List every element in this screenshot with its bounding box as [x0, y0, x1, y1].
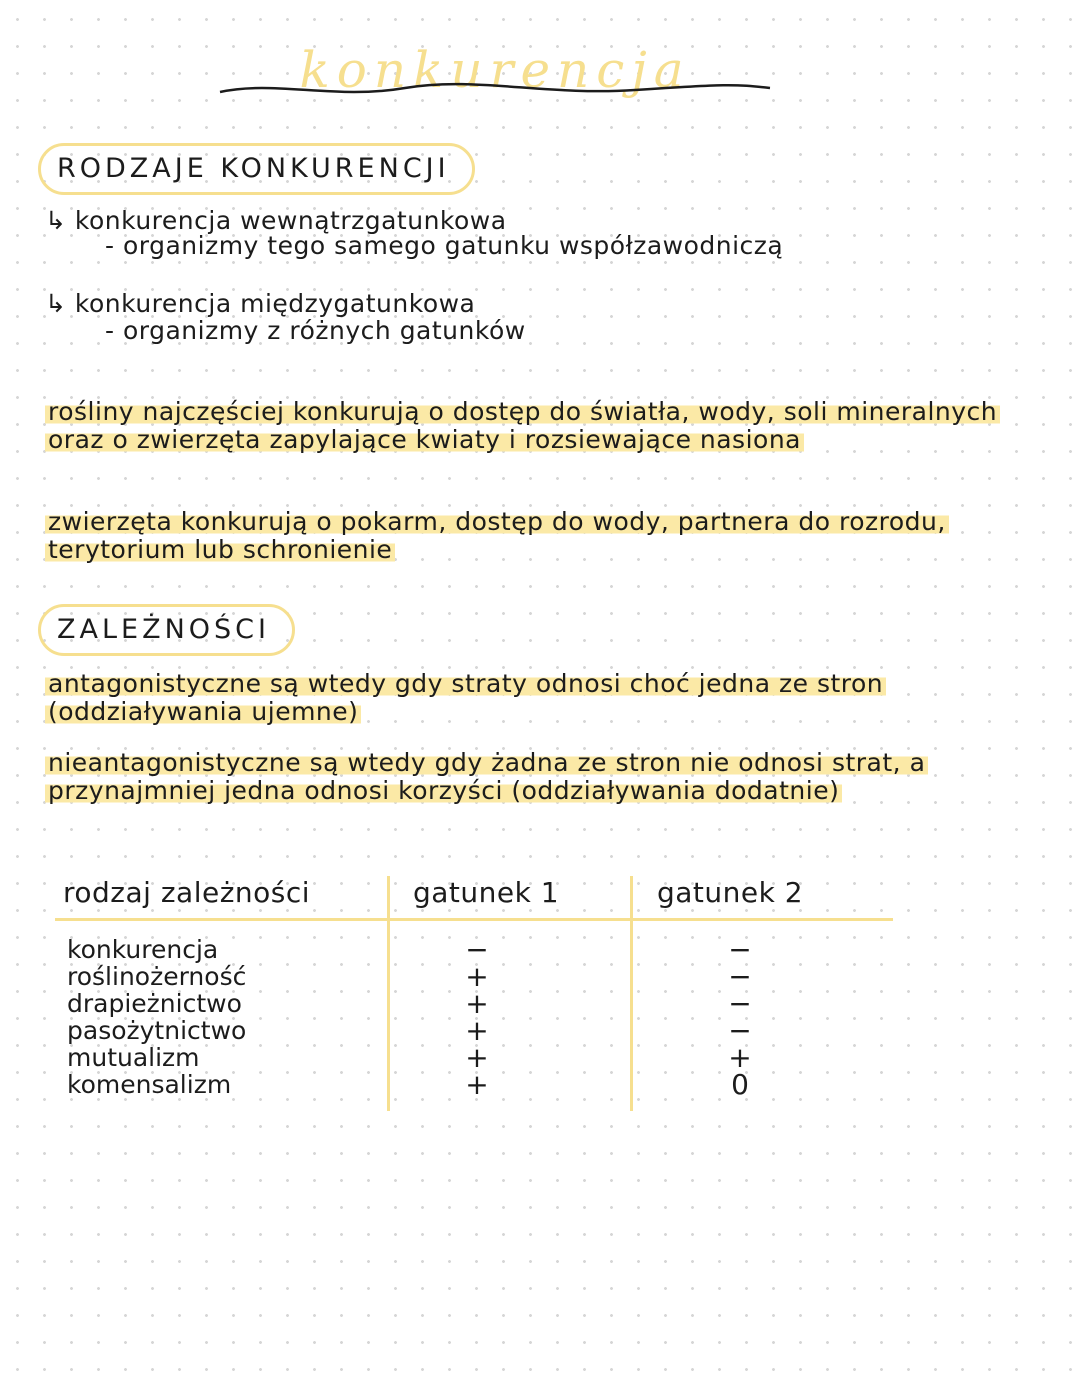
type-item-intra: ↳ konkurencja wewnątrzgatunkowa: [45, 206, 507, 235]
table-row-g2: −: [728, 960, 752, 993]
antagonistic-text: antagonistyczne są wtedy gdy straty odnosi choć jedna ze stron (oddziaływania ujemne): [45, 669, 886, 726]
table-col-rule-1: [387, 876, 390, 1111]
type-item-intra-desc: - organizmy tego samego gatunku współzawodniczą: [105, 231, 784, 260]
title-text: konkurencja: [299, 41, 691, 99]
table-row-type: komensalizm: [67, 1070, 232, 1099]
type-item-inter: ↳ konkurencja międzygatunkowa: [45, 289, 476, 318]
non-antagonistic-text: nieantagonistyczne są wtedy gdy żadna ze stron nie odnosi strat, a przynajmniej jedna odnosi korzyści (oddziaływania dodatnie): [45, 748, 928, 805]
section-heading-types: RODZAJE KONKURENCJI: [38, 143, 475, 195]
plants-text: rośliny najczęściej konkurują o dostęp do światła, wody, soli mineralnych oraz o zwierzęta zapylające kwiaty i rozsiewające nasiona: [45, 397, 1000, 454]
table-row-g2: −: [728, 1014, 752, 1047]
plants-paragraph: [45, 398, 1035, 454]
table-row-g2: 0: [731, 1068, 749, 1101]
relations-table: [55, 868, 905, 1118]
table-row-g1: −: [465, 933, 489, 966]
section-heading-relations: ZALEŻNOŚCI: [38, 604, 295, 656]
table-col-rule-2: [630, 876, 633, 1111]
table-row-g2: −: [728, 933, 752, 966]
table-row-type: mutualizm: [67, 1043, 200, 1072]
table-row-type: drapieżnictwo: [67, 989, 242, 1018]
table-header-rule: [55, 918, 893, 921]
table-row-type: pasożytnictwo: [67, 1016, 247, 1045]
table-row-g1: +: [465, 1041, 489, 1074]
table-row-type: roślinożerność: [67, 962, 247, 991]
type-item-inter-desc: - organizmy z różnych gatunków: [105, 316, 526, 345]
table-row-type: konkurencja: [67, 935, 219, 964]
animals-paragraph: [45, 508, 1035, 564]
title-underline-icon: [215, 70, 775, 110]
antagonistic-paragraph: [45, 670, 1065, 726]
table-header-g2: gatunek 2: [657, 876, 804, 909]
table-header-type: rodzaj zależności: [63, 876, 311, 909]
table-row-g2: −: [728, 987, 752, 1020]
page-title: [215, 40, 775, 110]
table-row-g1: +: [465, 987, 489, 1020]
table-row-g1: +: [465, 960, 489, 993]
animals-text: zwierzęta konkurują o pokarm, dostęp do wody, partnera do rozrodu, terytorium lub schronienie: [45, 507, 949, 564]
table-row-g1: +: [465, 1014, 489, 1047]
table-row-g1: +: [465, 1068, 489, 1101]
table-row-g2: +: [728, 1041, 752, 1074]
non-antagonistic-paragraph: [45, 749, 1075, 805]
table-header-g1: gatunek 1: [413, 876, 560, 909]
